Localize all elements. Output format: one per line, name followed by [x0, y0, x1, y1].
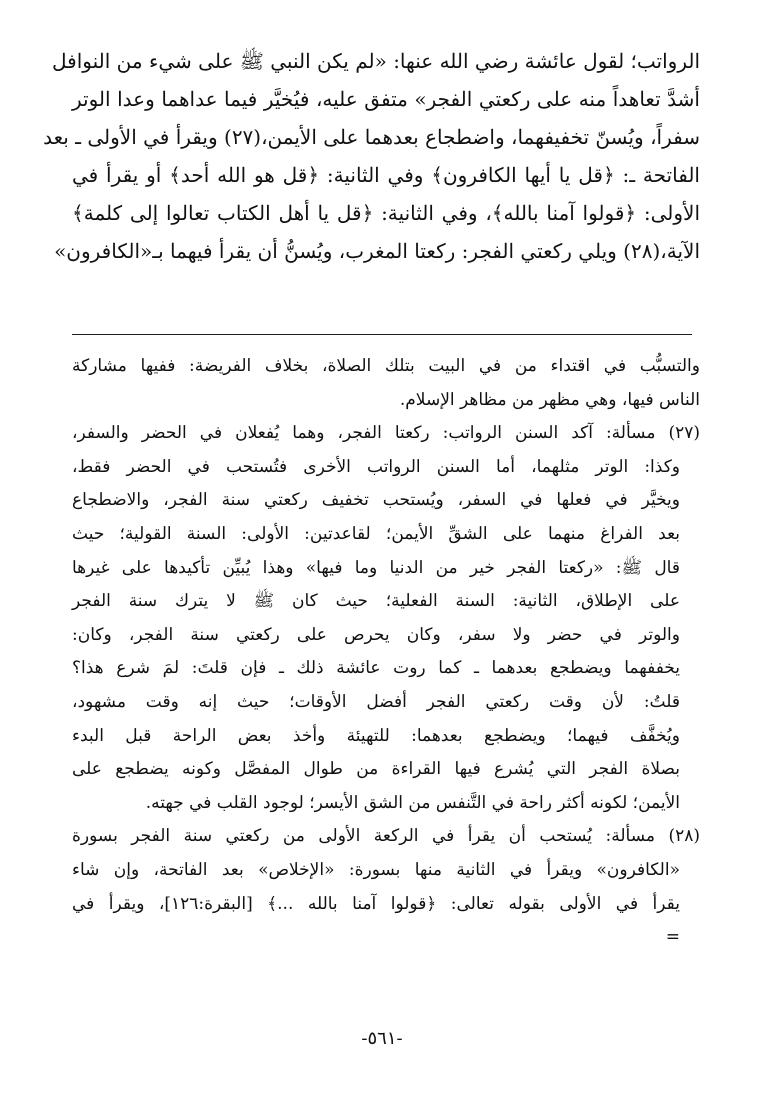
- main-text-block: [43, 42, 700, 270]
- main-line: الأولى: ﴿قولوا آمنا بالله﴾، وفي الثانية: ﴿قل يا أهل الكتاب تعالوا إلى كلمة﴾: [72, 201, 700, 225]
- footnote-line: بعد الفراغ منهما على الشقِّ الأيمن؛ لقاعدتين: الأولى: السنة القولية؛ حيث: [72, 523, 680, 544]
- footnote-line: الأيمن؛ لكونه أكثر راحة في التَّنفس من الشق الأيسر؛ لوجود القلب في جهته.: [145, 792, 680, 813]
- footnote-line: قال ﷺ: «ركعتا الفجر خير من الدنيا وما فيها» وهذا يُبيِّن تأكيدها على غيرها: [72, 557, 680, 578]
- main-line: الفاتحة ـ: ﴿قل يا أيها الكافرون﴾ وفي الثانية: ﴿قل هو الله أحد﴾ أو يقرأ في: [72, 163, 700, 187]
- footnote-line: ويخيَّر في فعلها في السفر، ويُستحب تخفيف ركعتي سنة الفجر، والاضطجاع: [72, 490, 680, 511]
- footnotes-block: [72, 350, 700, 955]
- footnote-line: والتسبُّب في اقتداء من في البيت بتلك الصلاة، بخلاف الفريضة: ففيها مشاركة: [72, 356, 700, 376]
- main-line: الآية،(٢٨) ويلي ركعتي الفجر: ركعتا المغرب، ويُسنُّ أن يقرأ فيهما بـ«الكافرون»: [54, 239, 700, 263]
- main-line: أشدَّ تعاهداً منه على ركعتي الفجر» متفق عليه، فيُخيَّر فيما عداهما وعدا الوتر: [72, 87, 700, 111]
- footnote-line: على الإطلاق، الثانية: السنة الفعلية؛ حيث كان ﷺ لا يترك سنة الفجر: [72, 591, 680, 612]
- footnote-separator: [72, 334, 692, 335]
- continuation-mark: =: [665, 927, 680, 948]
- main-line: الرواتب؛ لقول عائشة رضي الله عنها: «لم يكن النبي ﷺ على شيء من النوافل: [52, 49, 700, 73]
- main-line: سفراً، ويُسنّ تخفيفهما، واضطجاع بعدهما على الأيمن،(٢٧) ويقرأ في الأولى ـ بعد: [43, 125, 700, 149]
- footnote-line: يقرأ في الأولى بقوله تعالى: ﴿قولوا آمنا بالله ...﴾ [البقرة:١٢٦]، ويقرأ في: [72, 893, 680, 914]
- footnote-line: ويُخفَّف فيهما؛ ويضطجع بعدهما: للتهيئة وأخذ بعض الراحة قبل البدء: [72, 725, 680, 746]
- footnote-28-start: (٢٨) مسألة: يُستحب أن يقرأ في الركعة الأولى من ركعتي سنة الفجر بسورة: [72, 826, 700, 847]
- footnote-line: والوتر في حضر ولا سفر، وكان يحرص على ركعتي سنة الفجر، وكان:: [72, 624, 680, 645]
- footnote-line: قلتُ: لأن وقت ركعتي الفجر أفضل الأوقات؛ حيث إنه وقت مشهود،: [72, 691, 680, 712]
- page-number: -٥٦١-: [361, 1028, 403, 1049]
- footnote-line: وكذا: الوتر مثلهما، أما السنن الرواتب الأخرى فتُستحب في الحضر فقط،: [72, 456, 680, 477]
- footnote-line: الناس فيها، وهي مظهر من مظاهر الإسلام.: [399, 389, 700, 410]
- footnote-line: يخففهما ويضطجع بعدهما ـ كما روت عائشة ذلك ـ فإن قلتَ: لمَ شرع هذا؟: [72, 658, 680, 679]
- footnote-27-start: (٢٧) مسألة: آكد السنن الرواتب: ركعتا الفجر، وهما يُفعلان في الحضر والسفر،: [72, 423, 700, 444]
- footnote-line: «الكافرون» ويقرأ في الثانية منها بسورة: «الإخلاص» بعد الفاتحة، وإن شاء: [72, 859, 680, 880]
- footnote-line: بصلاة الفجر التي يُشرع فيها القراءة من طوال المفصَّل وكونه يضطجع على: [72, 759, 680, 780]
